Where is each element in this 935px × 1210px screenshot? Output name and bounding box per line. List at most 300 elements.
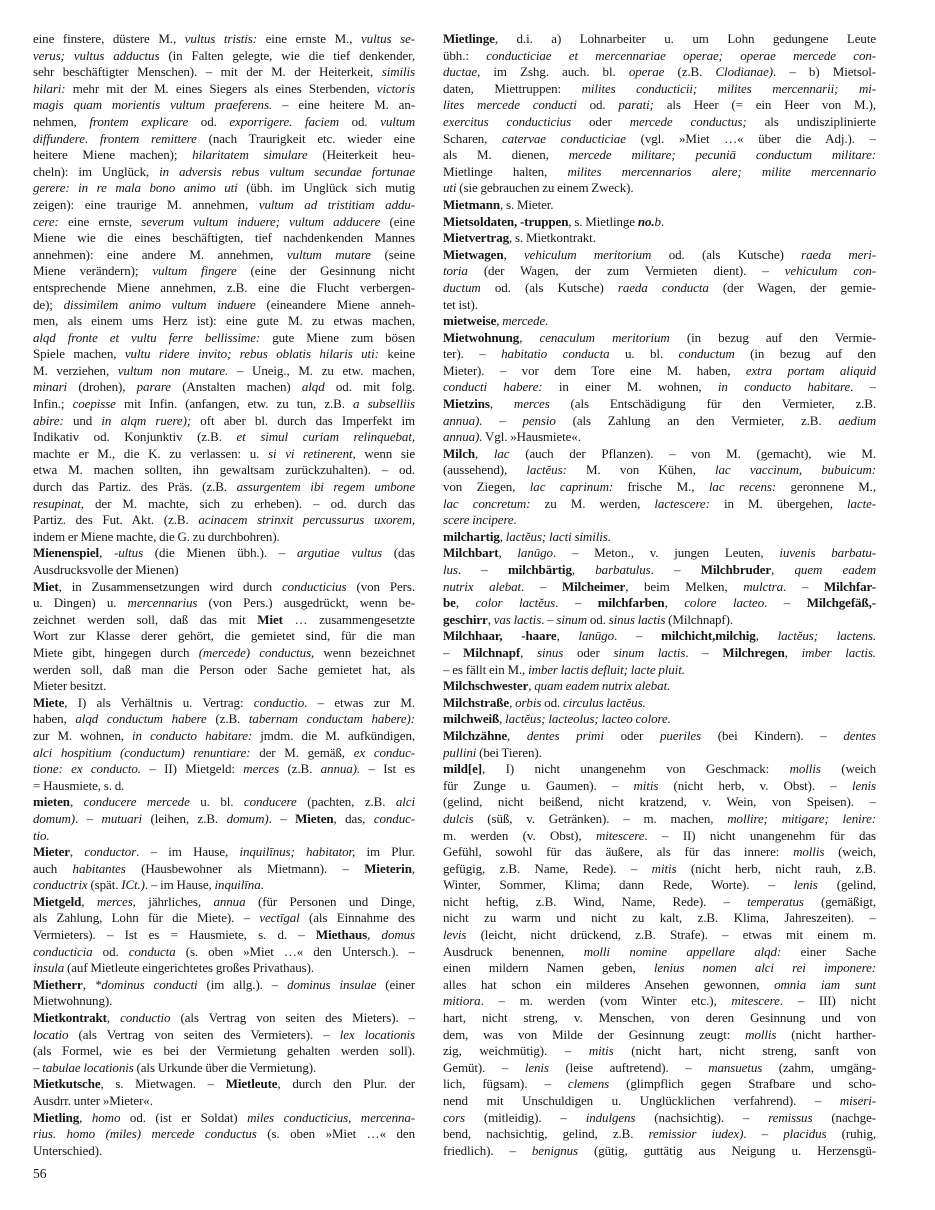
text-line: [33, 628, 415, 645]
text-segment: (als Vertrag von seiten des Vermieters). –: [68, 1026, 340, 1042]
text-segment: Gemüt). –: [443, 1059, 525, 1075]
text-segment: (aussehend),: [443, 462, 527, 478]
text-line: [33, 479, 415, 496]
text-segment: lenis: [524, 1059, 549, 1075]
text-segment: nutrix alebat: [443, 578, 522, 594]
text-segment: Ausdrucksvolle der Mienen): [33, 562, 179, 577]
text-segment: mulctra: [743, 578, 784, 594]
text-segment: od.: [339, 113, 381, 129]
text-segment: be: [443, 595, 456, 611]
text-segment: , s. Mieter.: [499, 196, 554, 212]
text-segment: (bei Tieren).: [476, 744, 542, 760]
text-segment: – Ist es: [360, 761, 415, 777]
text-line: [33, 794, 415, 811]
text-segment: merces: [513, 396, 550, 412]
text-segment: inquilīna: [214, 877, 261, 893]
text-segment: (als Urkunde über die Vermietung).: [133, 1059, 317, 1075]
text-segment: (übh. im Unglück sich mutig: [237, 180, 415, 196]
text-segment: (weich: [820, 761, 876, 777]
text-segment: (weich,: [824, 844, 876, 860]
text-segment: alci: [395, 794, 415, 810]
text-segment: … zusammengesetzte: [282, 611, 415, 627]
text-segment: Ausdrr. unter »Mieter«.: [33, 1093, 153, 1108]
text-line: [443, 562, 876, 579]
text-segment: aedium: [838, 412, 876, 428]
text-line: [443, 462, 876, 479]
text-segment: Mienenspiel: [33, 545, 100, 561]
text-line: [443, 346, 876, 363]
text-segment: , s. Mietkontrakt.: [509, 230, 596, 246]
text-segment: pueriles: [659, 727, 702, 743]
text-line: [33, 462, 415, 479]
text-segment: u. Dingen) u.: [33, 595, 128, 611]
text-line: [33, 164, 415, 181]
text-segment: (leise auftretend). –: [548, 1059, 709, 1075]
text-line: [33, 180, 415, 197]
text-segment: M. verziehen,: [33, 362, 118, 378]
text-segment: indem er Miene machte, die G. zu durchbohren).: [33, 528, 280, 544]
text-segment: (als Entschädigung für den Vermieter, z.B.: [549, 396, 876, 412]
text-line: [443, 247, 876, 264]
text-line: [443, 164, 876, 181]
text-segment: tione: ex conducto.: [33, 761, 141, 777]
text-segment: lanūgo: [517, 545, 553, 561]
text-segment: . – b) Mietsol-: [772, 64, 876, 80]
text-segment: milchweiß: [443, 711, 500, 727]
text-line: [443, 711, 876, 728]
text-segment: placidus: [783, 1126, 827, 1142]
text-segment: Wort zur Klasse derer gehört, die gemietet sind, für die man: [33, 628, 415, 644]
text-line: [443, 496, 876, 513]
text-segment: toria: [443, 263, 468, 279]
text-segment: vultus se-: [361, 31, 415, 46]
text-segment: ,: [79, 1109, 92, 1125]
text-segment: –: [33, 1059, 43, 1075]
text-segment: parare: [136, 379, 171, 395]
text-segment: zu M. werden,: [530, 495, 655, 511]
text-segment: domus: [381, 927, 415, 943]
text-line: [33, 678, 415, 695]
text-segment: lac concretum:: [443, 495, 531, 511]
text-segment: u. bl.: [189, 794, 244, 810]
text-segment: (bei Kindern). –: [701, 727, 844, 743]
text-line: [33, 1126, 415, 1143]
text-segment: rius. homo (miles) mercede conductus: [33, 1126, 257, 1142]
text-segment: machte er M., die K. zu verlassen: u.: [33, 445, 269, 461]
text-segment: . –: [75, 810, 102, 826]
text-segment: .: [260, 877, 264, 893]
text-line: [33, 695, 415, 712]
text-line: [33, 263, 415, 280]
text-segment: Mieter: [33, 844, 70, 860]
text-segment: (sie gebrauchen zu einem Zweck).: [456, 180, 634, 196]
text-line: [443, 1060, 876, 1077]
text-segment: mieten: [33, 794, 70, 810]
text-line: [33, 214, 415, 231]
text-segment: conductio: [120, 1010, 171, 1026]
text-segment: . –: [268, 810, 296, 826]
text-segment: und: [63, 412, 102, 428]
text-segment: mitis: [651, 860, 677, 876]
text-segment: , I) nicht unangenehm von Geschmack:: [482, 761, 790, 777]
text-segment: ,: [519, 329, 540, 345]
text-segment: lex locationis: [339, 1026, 415, 1042]
text-segment: ,: [771, 562, 795, 577]
text-line: [443, 512, 876, 529]
text-segment: benignus: [531, 1142, 579, 1158]
text-segment: indulgens: [585, 1109, 636, 1125]
text-segment: , in Zusammensetzungen wird durch: [58, 578, 282, 594]
text-segment: , s. Mietlinge: [568, 213, 638, 229]
text-segment: Milchnapf: [463, 644, 521, 660]
text-segment: annua).: [443, 429, 483, 445]
text-segment: Miete: [33, 694, 65, 710]
text-segment: a subselliis: [353, 396, 415, 412]
text-segment: ductum: [443, 279, 481, 295]
text-segment: entsprechende Miene annehmen, z.B. eine die Flucht verbergen-: [33, 279, 415, 295]
text-line: [443, 944, 876, 961]
text-segment: dissimilem animo vultum induere: [63, 296, 256, 312]
text-segment: conducticia: [33, 943, 93, 959]
text-segment: vehiculum meritorium: [523, 246, 652, 262]
text-segment: (in bezug auf den: [734, 346, 876, 362]
text-segment: als M. dienen,: [443, 147, 569, 163]
text-segment: gute Miene zum bösen: [260, 329, 415, 345]
text-line: [33, 778, 415, 795]
text-line: [33, 1060, 415, 1077]
text-segment: ex conduc-: [353, 744, 415, 760]
text-line: [443, 330, 876, 347]
text-segment: mercede militare; pecuniā conductum militare:: [568, 147, 876, 163]
text-segment: zig, weichmütig). –: [443, 1043, 589, 1059]
text-segment: (die Mienen übh.). –: [143, 545, 297, 561]
text-segment: raeda meri-: [801, 246, 876, 262]
text-segment: oft aber bl. durch das Imperfekt im: [191, 412, 415, 428]
text-line: [443, 64, 876, 81]
text-segment: – eine heitere M. an-: [272, 97, 415, 113]
text-line: [443, 1027, 876, 1044]
text-line: [443, 446, 876, 463]
text-segment: Mieten: [295, 810, 334, 826]
text-segment: Milchhaar, -haare: [443, 628, 557, 644]
text-line: [443, 379, 876, 396]
text-segment: lus: [443, 562, 458, 577]
text-line: [443, 960, 876, 977]
text-line: [33, 48, 415, 65]
text-segment: Mietsoldaten, -truppen: [443, 213, 569, 229]
text-segment: vultum fingere: [152, 263, 237, 279]
text-line: [33, 147, 415, 164]
text-line: [443, 48, 876, 65]
text-line: [443, 628, 876, 645]
text-segment: annehmen): eine andere M. annehmen,: [33, 246, 287, 262]
text-segment: coepisse: [72, 396, 116, 412]
text-segment: operae: [628, 64, 665, 80]
text-segment: lactescere:: [654, 495, 710, 511]
text-segment: inquilīnus; habitator,: [239, 844, 356, 860]
text-segment: Milch: [443, 445, 475, 461]
text-segment: daten, Miettruppen:: [443, 80, 582, 96]
text-segment: übh.:: [443, 47, 487, 63]
text-segment: lactĕus:: [526, 462, 567, 478]
text-segment: Mietkutsche: [33, 1076, 101, 1092]
text-segment: orbis: [515, 694, 542, 710]
text-segment: (Milchnapf).: [665, 611, 734, 627]
text-line: [443, 678, 876, 695]
text-segment: Miete gibt, hingegen durch: [33, 644, 199, 660]
text-segment: geronnene M.,: [776, 479, 876, 495]
text-segment: mollis: [745, 1026, 777, 1042]
text-line: [443, 297, 876, 314]
text-line: [443, 1126, 876, 1143]
text-segment: ,: [81, 893, 97, 909]
text-line: [443, 1076, 876, 1093]
text-segment: . –: [743, 1126, 784, 1142]
text-segment: gerere: in re mala bono animo uti: [33, 180, 238, 196]
text-segment: mutuari: [101, 810, 143, 826]
text-segment: . – im Hause,: [144, 877, 215, 893]
text-line: [443, 612, 876, 629]
text-segment: . –: [783, 578, 824, 594]
text-line: [443, 977, 876, 994]
text-segment: (Heiterkeit heu-: [307, 147, 415, 163]
text-line: [33, 1043, 415, 1060]
text-segment: conduc-: [373, 810, 415, 826]
text-line: [443, 280, 876, 297]
text-line: [33, 446, 415, 463]
text-segment: uti: [443, 180, 457, 196]
text-segment: Spiele machen,: [33, 346, 125, 362]
text-line: [443, 811, 876, 828]
text-line: [443, 794, 876, 811]
text-segment: diffundere. frontem remittere: [33, 130, 197, 146]
text-line: [33, 330, 415, 347]
text-segment: hilari:: [33, 80, 66, 96]
text-segment: alqd: [301, 379, 325, 395]
text-segment: miles conducticius, mercenna-: [247, 1109, 415, 1125]
text-segment: locatio: [33, 1026, 69, 1042]
text-segment: nicht zu warm und nicht zu kalt, z.B. Klima, Jahreszeiten). –: [443, 910, 876, 926]
text-segment: mansuetus: [708, 1059, 763, 1075]
text-segment: Milchzähne: [443, 727, 507, 743]
text-segment: vas lactis: [493, 611, 542, 627]
text-line: [443, 114, 876, 131]
text-segment: mild[e]: [443, 761, 483, 777]
text-segment: raeda conducta: [617, 279, 709, 295]
text-segment: Winter, Sommer, Klima; dann Rede, Worte). –: [443, 877, 794, 893]
text-line: [443, 529, 876, 546]
text-segment: – es fällt ein M.,: [443, 661, 529, 677]
text-segment: vultus tristis:: [184, 31, 257, 46]
text-line: [33, 1076, 415, 1093]
text-line: [443, 645, 876, 662]
text-line: [443, 595, 876, 612]
text-segment: bend, nachsichtig, gelind, z.B.: [443, 1126, 649, 1142]
text-segment: *dominus conducti: [94, 976, 198, 992]
text-segment: (nachsichtig). –: [635, 1109, 769, 1125]
text-segment: lac caprinum:: [529, 479, 614, 495]
text-segment: dentes: [843, 727, 876, 743]
text-segment: cheln): im Unglück,: [33, 163, 160, 179]
text-segment: (das: [381, 545, 415, 561]
text-segment: vultum mutare: [286, 246, 371, 262]
text-segment: mietweise: [443, 313, 497, 329]
text-segment: Miet: [33, 578, 59, 594]
text-line: [443, 230, 876, 247]
text-segment: (in Falten gelegte, wie die tief denkender,: [159, 47, 415, 63]
text-segment: iuvenis barbatu-: [779, 545, 876, 561]
text-segment: conducticius: [282, 578, 347, 594]
text-line: [443, 828, 876, 845]
text-segment: (von Pers.: [346, 578, 415, 594]
text-segment: od.: [576, 97, 619, 113]
text-segment: dulcis: [443, 810, 474, 826]
text-segment: Mieter). – vor dem Tore eine M. haben,: [443, 362, 746, 378]
text-line: [443, 81, 876, 98]
text-segment: Milchbart: [443, 545, 499, 561]
text-segment: lactĕus; lacteolus; lacteo colore.: [505, 711, 671, 727]
text-segment: frische M.,: [613, 479, 709, 495]
text-segment: für Zunge u. Gaumen). –: [443, 777, 634, 793]
text-segment: . –: [457, 562, 508, 577]
text-segment: Partiz. des Fut. Akt. (z.B.: [33, 512, 199, 528]
text-segment: im Zshg. auch. bl.: [480, 64, 629, 80]
text-segment: mollis: [793, 844, 825, 860]
text-line: [33, 1093, 415, 1110]
text-segment: (Anstalten machen): [170, 379, 302, 395]
text-segment: dentes primi: [526, 727, 604, 743]
text-segment: scere incipere.: [443, 512, 517, 528]
text-segment: in adversis rebus vultum secundae fortunae: [159, 163, 415, 179]
text-segment: b: [654, 213, 661, 229]
text-segment: (in bezug auf den Vermie-: [669, 329, 876, 345]
text-segment: (drohen),: [67, 379, 137, 395]
text-segment: m. werden (v. Obst),: [443, 827, 596, 843]
text-segment: (nicht herb, nicht rauh, z.B.: [676, 860, 876, 876]
text-segment: Infin.;: [33, 396, 73, 412]
text-segment: keine: [378, 346, 415, 362]
text-segment: abire:: [33, 412, 64, 428]
text-line: [33, 711, 415, 728]
text-segment: (s. oben »Miet …« den: [256, 1126, 415, 1142]
text-line: [33, 579, 415, 596]
text-line: [443, 214, 876, 231]
text-segment: (spät.: [87, 877, 122, 893]
text-segment: ,: [498, 545, 518, 561]
text-segment: mitiora: [443, 993, 481, 1009]
text-segment: (leihen, z.B.: [142, 810, 227, 826]
text-line: [443, 363, 876, 380]
text-segment: od.: [188, 113, 230, 129]
text-segment: Milchbruder: [700, 562, 772, 577]
text-segment: barbatulus: [595, 562, 651, 577]
text-segment: lenis: [793, 877, 818, 893]
text-segment: similis: [381, 64, 415, 80]
text-segment: vultu ridere invito; rebus oblatis hilaris uti:: [124, 346, 379, 362]
text-segment: lacte-: [847, 495, 876, 511]
text-segment: (leicht, nicht drückend, z.B. Strafe). – etwas mit einem m.: [466, 927, 876, 943]
text-segment: einen mildern Namen geben,: [443, 960, 654, 976]
text-line: [33, 960, 415, 977]
text-segment: Indikativ od. Konjunktiv (z.B.: [33, 429, 237, 445]
text-segment: ,: [784, 644, 802, 660]
text-segment: (einer: [376, 976, 415, 992]
text-segment: no.: [637, 213, 655, 229]
text-segment: oder: [563, 644, 614, 660]
text-line: [443, 1143, 876, 1160]
text-segment: u. bl.: [609, 346, 679, 362]
text-segment: habitatio conducta: [501, 346, 610, 362]
text-segment: in einer M. wohnen,: [542, 379, 718, 395]
text-segment: eine finstere, düstere M.,: [33, 31, 185, 46]
text-segment: ,: [69, 844, 85, 860]
text-line: [443, 579, 876, 596]
text-line: [443, 31, 876, 48]
text-segment: ,: [499, 711, 506, 727]
text-segment: – Uneig., M. zu etw. machen,: [228, 362, 415, 378]
text-line: [443, 877, 876, 894]
text-segment: , das,: [333, 810, 374, 826]
text-segment: in conducto habitare: [717, 379, 851, 395]
text-segment: ,: [489, 396, 514, 412]
text-segment: (gelind, nicht beißend, nicht kratzend, v. Wein, von Speisen). –: [443, 794, 876, 810]
text-segment: od.: [92, 943, 129, 959]
text-segment: (gütig, guttätig aus Neigung u. Herzensgü-: [578, 1142, 876, 1158]
text-segment: (ruhig,: [826, 1126, 876, 1142]
text-line: [443, 147, 876, 164]
page-number: 56: [33, 1166, 47, 1181]
text-segment: alci hospitium (conductum) renuntiare:: [33, 744, 251, 760]
text-segment: od.: [586, 611, 609, 627]
text-segment: (nach Traurigkeit etc. wieder eine: [196, 130, 415, 146]
text-segment: milites mercennarios alere; milite mercennario: [567, 163, 876, 179]
text-segment: nend mit Unschuldigen u. Unglücklichen verfahrend). –: [443, 1093, 840, 1108]
text-line: [443, 545, 876, 562]
text-line: [33, 861, 415, 878]
text-segment: (glimpflich gegen Strafbare und scho-: [609, 1076, 876, 1092]
text-line: [443, 1093, 876, 1110]
text-segment: Vermieters). – Ist es = Hausmiete, s. d. –: [33, 927, 316, 943]
text-segment: in conducto habitare:: [132, 727, 253, 743]
text-segment: . –: [650, 562, 701, 577]
text-segment: verus; vultus adductus: [33, 47, 160, 63]
text-segment: insula: [33, 960, 65, 976]
left-text-column: [33, 31, 415, 1159]
text-segment: Gefühl, sowohl für das äußere, als für das innere:: [443, 844, 794, 860]
text-segment: ,: [82, 976, 95, 992]
text-segment: (Hausbewohner als Mietmann). –: [125, 860, 365, 876]
text-segment: hart, nicht streng, v. Menschen, von deren Gesinnung und von: [443, 1010, 876, 1026]
text-line: [443, 396, 876, 413]
text-segment: Mietkontrakt: [33, 1010, 107, 1026]
text-segment: omnia iam sunt: [774, 976, 876, 992]
text-segment: (z.B.: [279, 761, 321, 777]
text-segment: ,: [556, 628, 579, 644]
text-segment: conducticiae et mercennariae operae; operae mercede con-: [486, 47, 876, 63]
text-line: [33, 728, 415, 745]
text-segment: . –: [613, 628, 661, 644]
text-segment: Mietzins: [443, 396, 490, 412]
text-line: [443, 1010, 876, 1027]
text-segment: , d.i. a) Lohnarbeiter u. um Lohn gedungene Leute: [494, 31, 876, 46]
text-segment: Milchregen: [722, 644, 785, 660]
text-segment: homo: [91, 1109, 121, 1125]
text-line: [443, 861, 876, 878]
text-segment: Mietherr: [33, 976, 83, 992]
text-segment: mitescere: [731, 993, 780, 1009]
text-line: [33, 844, 415, 861]
text-line: [33, 529, 415, 546]
